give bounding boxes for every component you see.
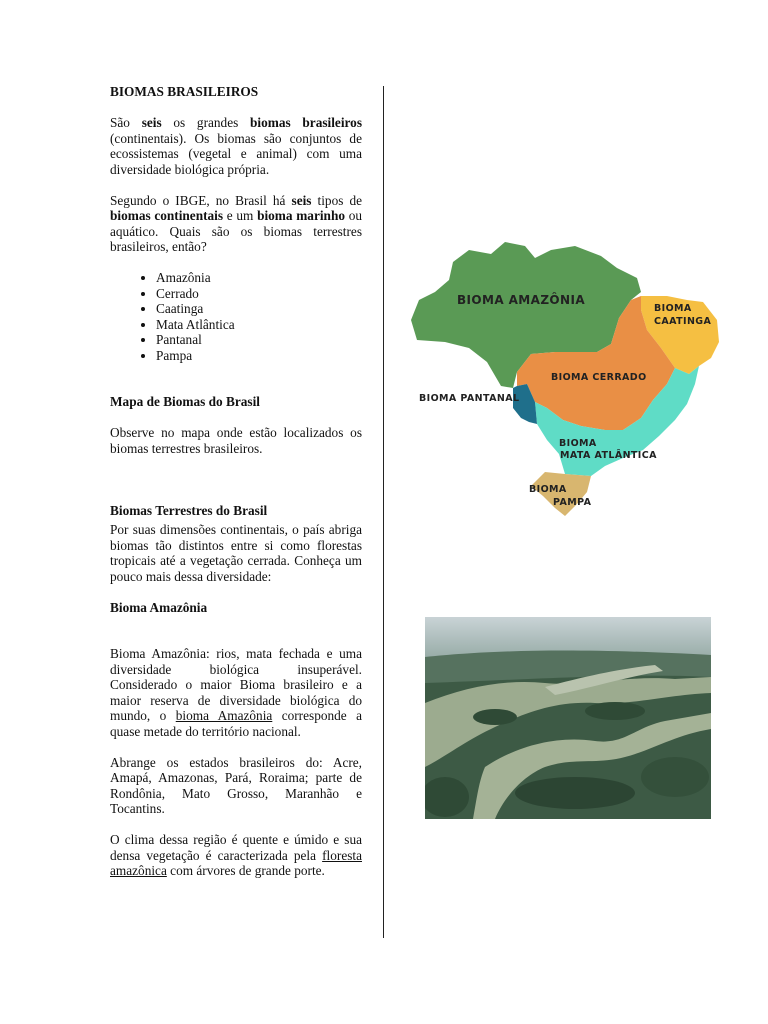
biome-list [110,270,362,363]
bioma-amazonia-link[interactable]: bioma Amazônia [175,708,273,723]
label-cerrado: BIOMA CERRADO [551,372,647,383]
terrestres-paragraph: Por suas dimensões continentais, o país abriga biomas tão distintos entre si como florestas tropicais até a vegetação cerrada. Conheça um pouco mais dessa diversidade: [110,522,362,584]
intro-paragraph: São seis os grandes biomas brasileiros (continentais). Os biomas são conjuntos de ecossistemas (vegetal e animal) com uma diversidade biológica própria. [110,115,362,177]
label-caatinga-line2: CAATINGA [654,316,712,327]
brazil-biomes-map [405,240,730,522]
column-divider [383,86,384,938]
amazon-river-photo [425,617,711,819]
amazonia-paragraph-2: Abrange os estados brasileiros do: Acre, Amapá, Amazonas, Pará, Roraima; parte de Rondônia, Mato Grosso, Maranhão e Tocantins. [110,754,362,816]
list-item: • Amazônia [156,270,362,286]
label-pampa-line2: PAMPA [553,497,592,508]
section-heading-terrestres: Biomas Terrestres do Brasil [110,502,268,518]
document-title: BIOMAS BRASILEIROS [110,84,259,99]
amazonia-paragraph-3: O clima dessa região é quente e úmido e sua densa vegetação é caracterizada pela floresta amazônica com árvores de grande porte. [110,832,362,878]
list-item: • Mata Atlântica [156,317,362,333]
label-pampa-line1: BIOMA [529,484,567,495]
list-item: • Cerrado [156,286,362,302]
map-paragraph: Observe no mapa onde estão localizados os biomas terrestres brasileiros. [110,425,362,456]
label-pantanal: BIOMA PANTANAL [419,393,520,404]
section-heading-map: Mapa de Biomas do Brasil [110,394,260,409]
list-item: • Caatinga [156,301,362,317]
list-item: • Pantanal [156,332,362,348]
document-text-column [110,84,362,879]
label-mata-line1: BIOMA [559,438,597,449]
amazonia-paragraph-1: Bioma Amazônia: rios, mata fechada e uma diversidade biológica insuperável. Considerado o maior Bioma brasileiro e a maior reserva de diversidade biológica do mundo, o bioma Amazônia corresponde a quase metade do território nacional. [110,646,363,739]
floresta-amazonica-link[interactable]: floresta amazônica [110,847,362,878]
label-caatinga-line1: BIOMA [654,303,692,314]
label-mata-line2: MATA ATLÂNTICA [560,450,657,461]
ibge-paragraph: Segundo o IBGE, no Brasil há seis tipos de biomas continentais e um bioma marinho ou aquático. Quais são os biomas terrestres brasileiros, então? [110,192,363,254]
section-heading-amazonia: Bioma Amazônia [110,599,208,615]
label-amazonia: BIOMA AMAZÔNIA [457,293,586,307]
list-item: • Pampa [156,348,362,364]
